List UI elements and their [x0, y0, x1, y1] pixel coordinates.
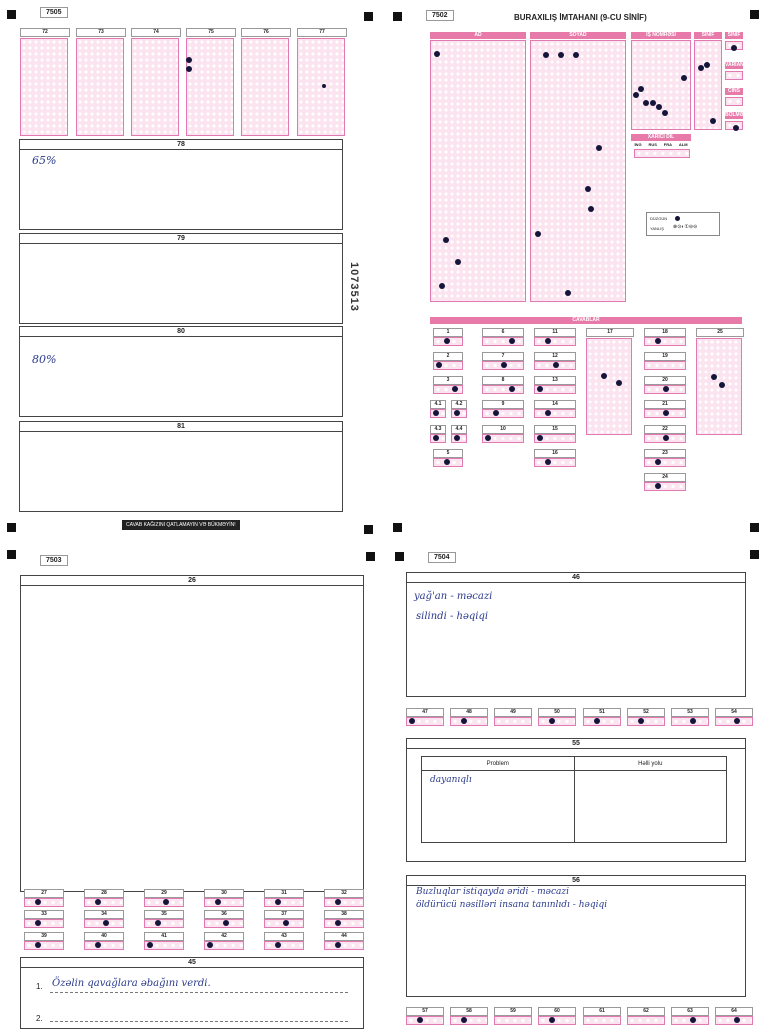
question-label: 8	[482, 376, 524, 385]
filled-bubble	[444, 338, 450, 344]
answer-bubbles	[482, 337, 524, 346]
filled-bubble	[704, 62, 710, 68]
question-label: 15	[534, 425, 576, 434]
answer-bubbles	[24, 919, 64, 928]
filled-bubble	[549, 718, 555, 724]
question-label: 4.2	[451, 400, 467, 409]
filled-bubble	[163, 899, 169, 905]
question-label: 61	[583, 1007, 621, 1016]
question-label: 11	[534, 328, 576, 337]
grid-label-73: 73	[76, 28, 126, 37]
answer-bubbles	[324, 941, 364, 950]
question-label: 18	[644, 328, 686, 337]
question-label: 59	[494, 1007, 532, 1016]
question-label: 39	[24, 932, 64, 941]
legend-correct-icon	[675, 216, 680, 221]
question-label: 3	[433, 376, 463, 385]
filled-bubble	[663, 410, 669, 416]
filled-bubble	[207, 942, 213, 948]
corner-marker	[750, 550, 759, 559]
filled-bubble	[633, 92, 639, 98]
grid-is-nomresi	[631, 40, 691, 130]
question-label: 23	[644, 449, 686, 458]
filled-bubble	[719, 382, 725, 388]
filled-bubble	[433, 435, 439, 441]
question-label: 14	[534, 400, 576, 409]
answer-bubbles	[324, 919, 364, 928]
corner-marker	[366, 552, 375, 561]
answer-bubbles	[644, 337, 686, 346]
filled-bubble	[35, 920, 41, 926]
grid-ad	[430, 40, 526, 302]
corner-marker	[7, 523, 16, 532]
question-label: 4.3	[430, 425, 446, 434]
grid-label-74: 74	[131, 28, 181, 37]
answer-bubbles	[534, 337, 576, 346]
filled-bubble	[710, 118, 716, 124]
filled-bubble	[711, 374, 717, 380]
answer-line-1	[50, 992, 348, 993]
question-label: 60	[538, 1007, 576, 1016]
problem-solution-table	[421, 756, 727, 843]
filled-bubble	[275, 899, 281, 905]
filled-bubble	[501, 362, 507, 368]
answer-bubbles	[494, 717, 532, 726]
corner-marker	[393, 12, 402, 21]
question-label: 50	[538, 708, 576, 717]
filled-bubble	[461, 1017, 467, 1023]
filled-bubble	[535, 231, 541, 237]
question-label: 42	[204, 932, 244, 941]
footer-warning: CAVAB KAĞIZINI QATLAMAYIN VƏ BÜKMƏYİN!	[122, 520, 240, 530]
filled-bubble	[443, 237, 449, 243]
filled-bubble	[186, 57, 192, 63]
answer-box-80	[19, 326, 343, 417]
bubble-grid	[186, 38, 234, 136]
question-label: 57	[406, 1007, 444, 1016]
filled-bubble	[433, 410, 439, 416]
filled-bubble	[223, 920, 229, 926]
box-number: 26	[21, 576, 363, 586]
filled-bubble	[655, 459, 661, 465]
corner-marker	[750, 10, 759, 19]
answer-box-81	[19, 421, 343, 512]
filled-bubble	[322, 84, 326, 88]
box-number: 56	[407, 876, 745, 886]
lang-eng: İNG	[634, 142, 642, 147]
question-label: 47	[406, 708, 444, 717]
answer-box-26	[20, 575, 364, 892]
question-label: 64	[715, 1007, 753, 1016]
sheet-7502	[388, 0, 768, 540]
filled-bubble	[616, 380, 622, 386]
language-bubbles	[634, 149, 690, 158]
filled-bubble	[690, 718, 696, 724]
bubble-grid	[241, 38, 289, 136]
filled-bubble	[698, 65, 704, 71]
filled-bubble	[537, 435, 543, 441]
grid-soyad	[530, 40, 626, 302]
answer-bubbles	[644, 361, 686, 370]
box-number: 46	[407, 573, 745, 583]
question-label: 5	[433, 449, 463, 458]
legend-wrong-label: YANLIŞ	[650, 226, 664, 231]
filled-bubble	[656, 104, 662, 110]
filled-bubble	[663, 386, 669, 392]
header-cavablar: CAVABLAR	[430, 317, 742, 324]
sheet-7505	[0, 0, 380, 540]
answer-bubbles	[534, 458, 576, 467]
answer-bubbles	[482, 385, 524, 394]
handwritten-46-line-1: yağ'an - məcazi	[414, 591, 493, 602]
filled-bubble	[543, 52, 549, 58]
question-label: 63	[671, 1007, 709, 1016]
filled-bubble	[681, 75, 687, 81]
question-label: 62	[627, 1007, 665, 1016]
question-label: 36	[204, 910, 244, 919]
answer-box-45	[20, 957, 364, 1029]
filled-bubble	[335, 899, 341, 905]
question-label: 28	[84, 889, 124, 898]
box-number: 55	[407, 739, 745, 749]
sheet-code: 7505	[40, 7, 68, 18]
grid-sinif-kodu	[694, 40, 722, 130]
bubble-grid-17	[586, 338, 632, 435]
line-number-1: 1.	[36, 982, 43, 991]
filled-bubble	[283, 920, 289, 926]
box-number: 79	[20, 234, 342, 244]
handwritten-46-line-2: silindi - həqiqi	[416, 611, 489, 622]
lang-alm: ALM	[678, 142, 688, 147]
question-label: 58	[450, 1007, 488, 1016]
filled-bubble	[215, 899, 221, 905]
question-label: 25	[696, 328, 744, 337]
question-label: 1	[433, 328, 463, 337]
filled-bubble	[275, 942, 281, 948]
bubble-grid	[76, 38, 124, 136]
filled-bubble	[545, 459, 551, 465]
answer-bubbles	[534, 409, 576, 418]
sheet-code: 7502	[426, 10, 454, 21]
answer-bubbles	[644, 458, 686, 467]
bubble-grid	[20, 38, 68, 136]
filled-bubble	[95, 899, 101, 905]
filled-bubble	[95, 942, 101, 948]
exam-title: BURAXILIŞ İMTAHANI (9-CU SİNİF)	[514, 13, 647, 22]
question-label: 4.4	[451, 425, 467, 434]
filled-bubble	[454, 435, 460, 441]
question-label: 34	[84, 910, 124, 919]
question-label: 4.1	[430, 400, 446, 409]
filled-bubble	[733, 125, 739, 131]
header-soyad: SOYAD	[530, 32, 626, 39]
column-problem: Problem	[422, 757, 575, 771]
corner-marker	[364, 12, 373, 21]
question-label: 41	[144, 932, 184, 941]
filled-bubble	[509, 338, 515, 344]
legend-wrong-icons: ⊗⊙◐①⊖⊝	[673, 224, 698, 230]
filled-bubble	[439, 283, 445, 289]
bubble-grid	[297, 38, 345, 136]
sheet-7504	[388, 545, 768, 1024]
question-label: 7	[482, 352, 524, 361]
question-label: 2	[433, 352, 463, 361]
answer-bubbles	[84, 941, 124, 950]
grid-label-76: 76	[241, 28, 291, 37]
question-label: 30	[204, 889, 244, 898]
solution-cell	[574, 771, 727, 843]
answer-bubbles	[450, 717, 488, 726]
filled-bubble	[585, 186, 591, 192]
sheet-7503	[0, 545, 380, 1024]
box-number: 45	[21, 958, 363, 968]
grid-label-72: 72	[20, 28, 70, 37]
filled-bubble	[147, 942, 153, 948]
filled-bubble	[601, 373, 607, 379]
answer-bubbles	[144, 919, 184, 928]
filled-bubble	[493, 410, 499, 416]
filled-bubble	[553, 362, 559, 368]
question-label: 19	[644, 352, 686, 361]
handwritten-55-answer: dayanıqlı	[430, 775, 472, 785]
question-label: 37	[264, 910, 304, 919]
filled-bubble	[734, 1017, 740, 1023]
lang-fra: FRA	[663, 142, 672, 147]
header-variant: VARİANT	[725, 62, 747, 68]
box-number: 78	[20, 140, 342, 150]
handwritten-answer-78: 65%	[32, 154, 57, 167]
filled-bubble	[638, 86, 644, 92]
filled-bubble	[335, 920, 341, 926]
cins-bubbles	[725, 97, 743, 106]
answer-bubbles	[24, 898, 64, 907]
question-label: 31	[264, 889, 304, 898]
legend-correct-label: DÜZGÜN	[650, 216, 668, 221]
answer-bubbles	[264, 898, 304, 907]
filled-bubble	[594, 718, 600, 724]
sheet-code: 7504	[428, 552, 456, 563]
answer-bubbles	[324, 898, 364, 907]
filled-bubble	[690, 1017, 696, 1023]
answer-bubbles	[433, 385, 463, 394]
answer-box-78	[19, 139, 343, 230]
answer-bubbles	[482, 409, 524, 418]
answer-line-2	[50, 1021, 348, 1022]
filled-bubble	[731, 45, 737, 51]
sheet-code: 7503	[40, 555, 68, 566]
question-label: 13	[534, 376, 576, 385]
filled-bubble	[545, 338, 551, 344]
header-sinif-kodu: SINIF	[694, 32, 722, 39]
filled-bubble	[655, 338, 661, 344]
handwritten-answer-80: 80%	[32, 353, 57, 366]
filled-bubble	[655, 483, 661, 489]
bubble-grid	[131, 38, 179, 136]
vertical-id-code-left: 1073513	[348, 262, 360, 312]
question-label: 32	[324, 889, 364, 898]
question-label: 51	[583, 708, 621, 717]
answer-bubbles	[583, 717, 621, 726]
filled-bubble	[549, 1017, 555, 1023]
filled-bubble	[335, 942, 341, 948]
question-label: 9	[482, 400, 524, 409]
filled-bubble	[461, 718, 467, 724]
filled-bubble	[409, 718, 415, 724]
question-label: 52	[627, 708, 665, 717]
question-label: 33	[24, 910, 64, 919]
line-number-2: 2.	[36, 1014, 43, 1023]
filled-bubble	[537, 386, 543, 392]
filled-bubble	[417, 1017, 423, 1023]
answer-bubbles	[24, 941, 64, 950]
header-cins: CİNS	[725, 88, 743, 95]
filled-bubble	[434, 51, 440, 57]
question-label: 44	[324, 932, 364, 941]
filled-bubble	[444, 459, 450, 465]
handwritten-line-1: Özəlin qavağlara əbağını verdi.	[52, 978, 211, 989]
question-label: 35	[144, 910, 184, 919]
question-label: 21	[644, 400, 686, 409]
question-label: 22	[644, 425, 686, 434]
lang-rus: RUS	[648, 142, 657, 147]
question-label: 48	[450, 708, 488, 717]
header-bolme: BÖLMƏ	[725, 112, 744, 118]
question-label: 24	[644, 473, 686, 482]
filled-bubble	[455, 259, 461, 265]
answer-bubbles	[644, 482, 686, 491]
filled-bubble	[35, 899, 41, 905]
filled-bubble	[558, 52, 564, 58]
filled-bubble	[573, 52, 579, 58]
question-label: 54	[715, 708, 753, 717]
question-label: 20	[644, 376, 686, 385]
filled-bubble	[565, 290, 571, 296]
corner-marker	[364, 525, 373, 534]
question-label: 38	[324, 910, 364, 919]
filled-bubble	[454, 410, 460, 416]
question-label: 43	[264, 932, 304, 941]
filled-bubble	[588, 206, 594, 212]
question-label: 27	[24, 889, 64, 898]
filled-bubble	[436, 362, 442, 368]
header-xarici-dil: XARİCİ DİL	[631, 134, 691, 141]
handwritten-56-line-2: öldürücü nəsilləri insana tanınlıdı - həqiqi	[416, 900, 608, 910]
filled-bubble	[103, 920, 109, 926]
filled-bubble	[485, 435, 491, 441]
question-label: 12	[534, 352, 576, 361]
legend-box	[646, 212, 720, 236]
filled-bubble	[650, 100, 656, 106]
header-is-nomresi: İŞ NÖMRƏSİ	[631, 32, 691, 39]
filled-bubble	[734, 718, 740, 724]
corner-marker	[395, 552, 404, 561]
filled-bubble	[509, 386, 515, 392]
grid-label-75: 75	[186, 28, 236, 37]
language-options	[631, 142, 691, 147]
answer-bubbles	[84, 898, 124, 907]
box-number: 80	[20, 327, 342, 337]
filled-bubble	[638, 718, 644, 724]
grid-label-77: 77	[297, 28, 347, 37]
filled-bubble	[545, 410, 551, 416]
question-label: 17	[586, 328, 634, 337]
corner-marker	[750, 523, 759, 532]
filled-bubble	[155, 920, 161, 926]
filled-bubble	[643, 100, 649, 106]
filled-bubble	[663, 435, 669, 441]
question-label: 29	[144, 889, 184, 898]
question-label: 16	[534, 449, 576, 458]
header-sinif: SİNİF	[725, 32, 743, 39]
answer-bubbles	[538, 717, 576, 726]
filled-bubble	[186, 66, 192, 72]
question-label: 10	[482, 425, 524, 434]
filled-bubble	[452, 386, 458, 392]
question-label: 49	[494, 708, 532, 717]
handwritten-56-line-1: Buzluqlar istiqayda əridi - məcazi	[416, 887, 569, 897]
corner-marker	[393, 523, 402, 532]
question-label: 53	[671, 708, 709, 717]
corner-marker	[7, 10, 16, 19]
answer-bubbles	[204, 898, 244, 907]
column-solution: Həlli yolu	[574, 757, 727, 771]
question-label: 6	[482, 328, 524, 337]
answer-bubbles	[627, 717, 665, 726]
question-label: 40	[84, 932, 124, 941]
answer-bubbles	[264, 941, 304, 950]
answer-box-79	[19, 233, 343, 324]
corner-marker	[7, 550, 16, 559]
box-number: 81	[20, 422, 342, 432]
variant-bubbles	[725, 71, 743, 80]
filled-bubble	[35, 942, 41, 948]
filled-bubble	[662, 110, 668, 116]
filled-bubble	[596, 145, 602, 151]
header-ad: AD	[430, 32, 526, 39]
